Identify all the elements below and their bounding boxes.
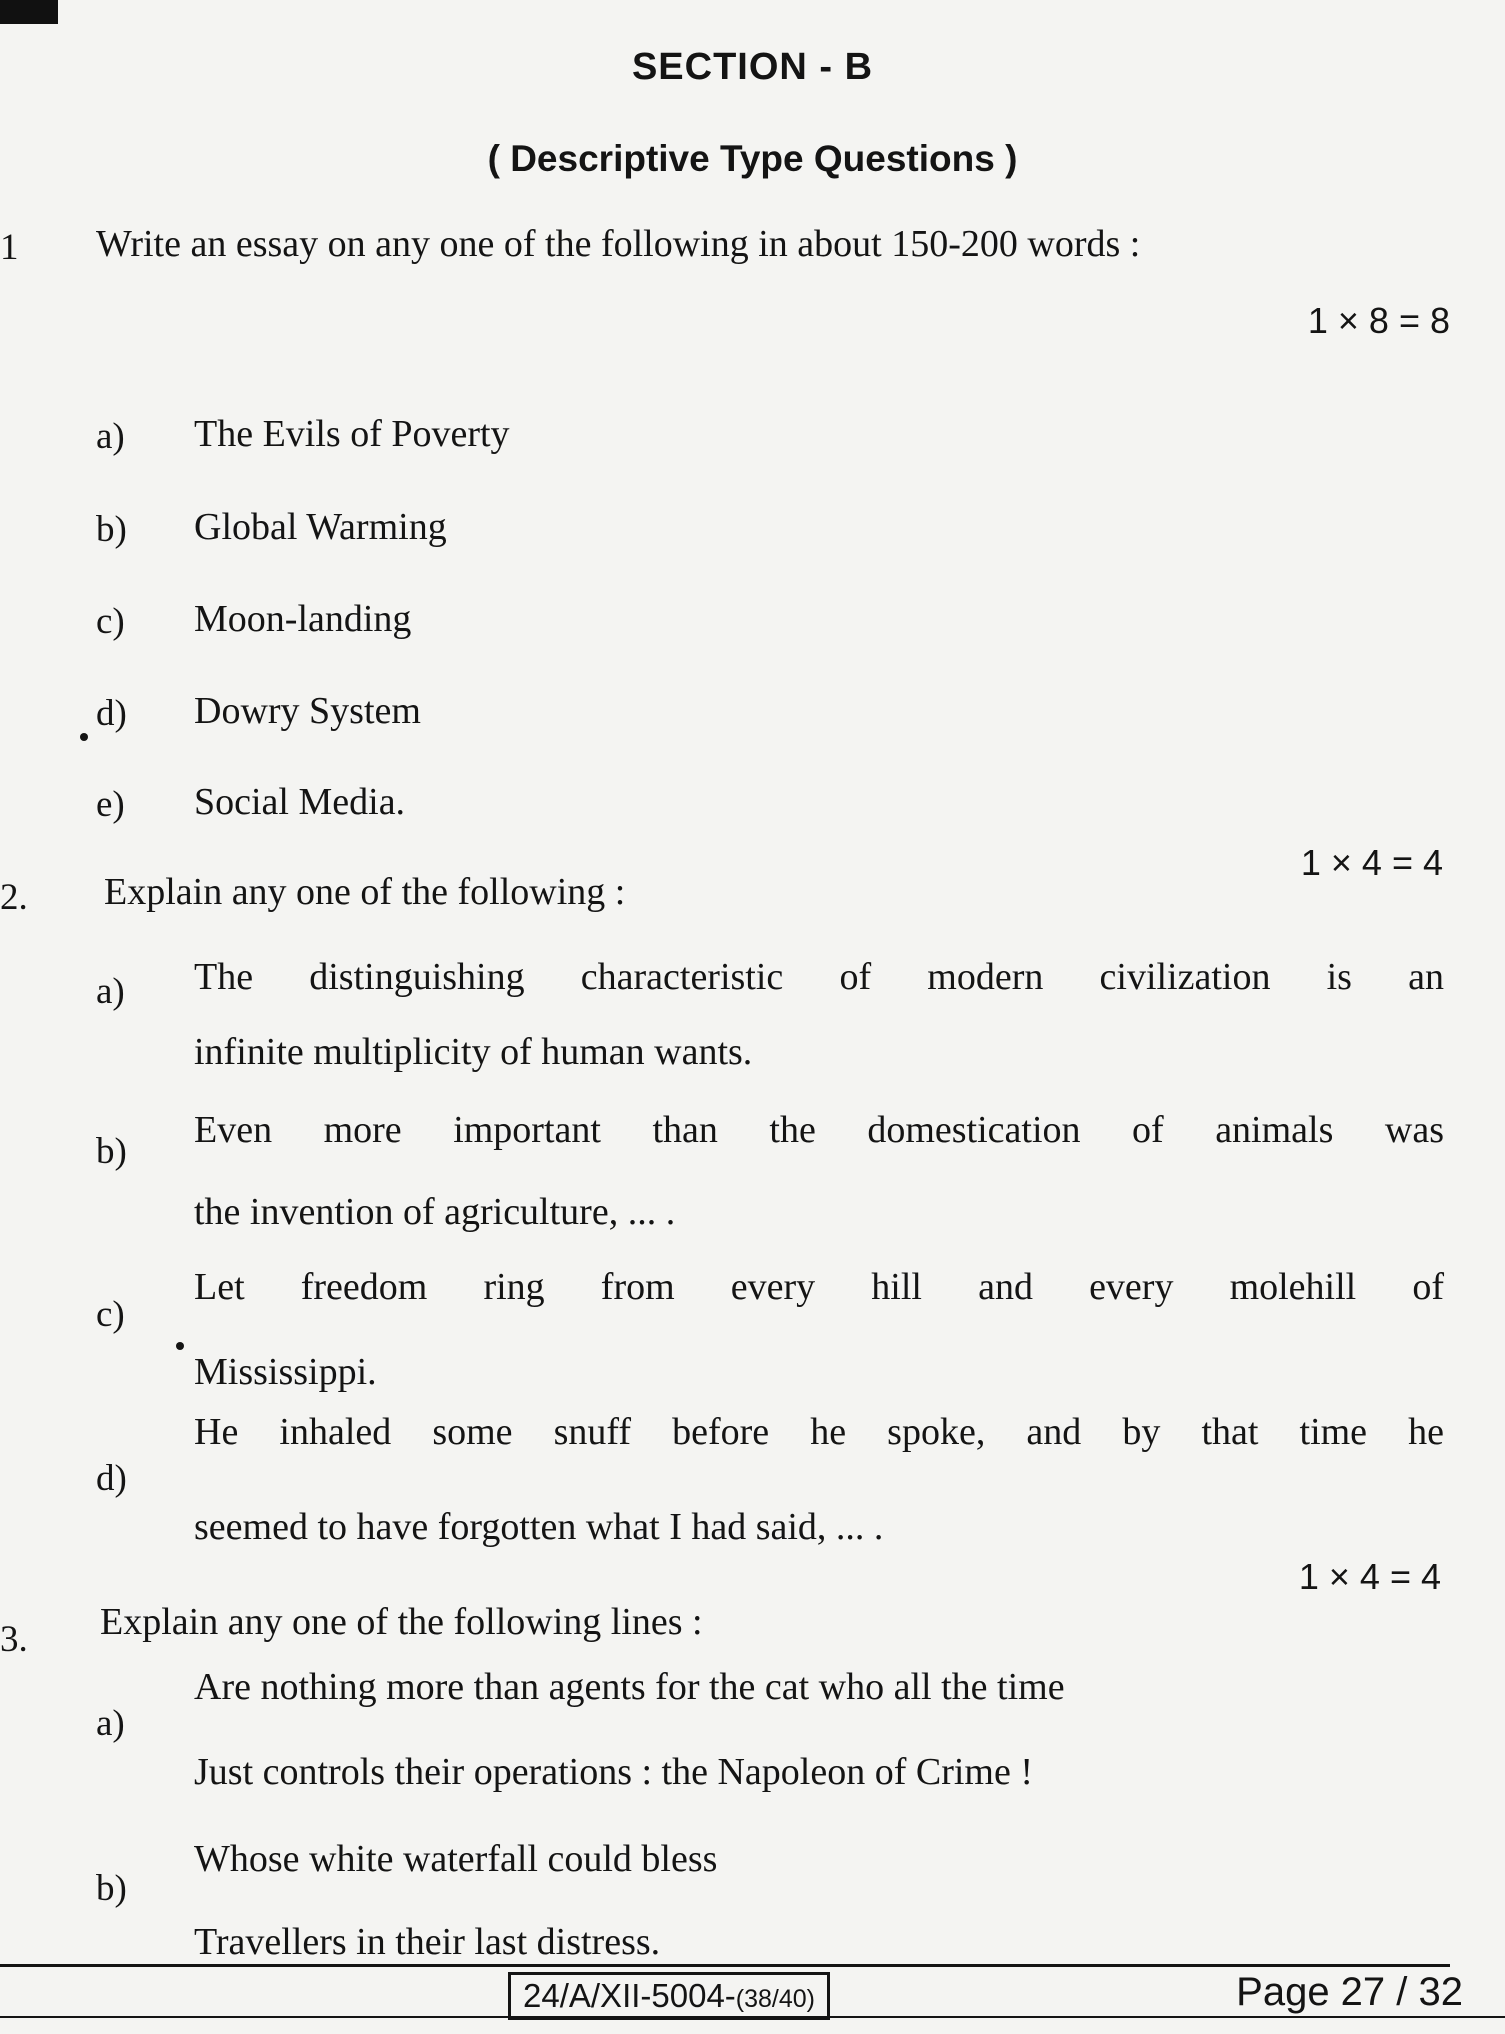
- question-2-option-a-line-2: infinite multiplicity of human wants.: [194, 1031, 753, 1073]
- question-1-option-b-text: Global Warming: [194, 506, 447, 548]
- question-1-option-c-letter: c): [96, 601, 125, 642]
- paper-code: 24/A/XII-5004-: [523, 1977, 736, 2014]
- question-1-option-e-text: Social Media.: [194, 781, 406, 823]
- question-1-option-a-text: The Evils of Poverty: [194, 413, 510, 455]
- question-2-option-a-letter: a): [96, 971, 125, 1012]
- section-title: SECTION - B: [631, 46, 874, 88]
- question-2-option-b-letter: b): [96, 1131, 127, 1172]
- question-1-option-d-text: Dowry System: [194, 690, 421, 732]
- question-1-option-d-letter: d): [96, 693, 127, 734]
- question-2-option-d-letter: d): [96, 1458, 127, 1499]
- question-1-option-c-text: Moon-landing: [194, 598, 412, 640]
- paper-code-suffix: (38/40): [735, 1985, 816, 2013]
- scan-speck: [176, 1342, 184, 1350]
- paper-code-box: [508, 1972, 830, 2020]
- question-1-marks: 1 × 8 = 8: [1307, 300, 1450, 341]
- scan-corner-mark: [0, 0, 58, 24]
- question-3-option-b-line-1: Whose white waterfall could bless: [194, 1838, 718, 1880]
- question-3-marks: 1 × 4 = 4: [1298, 1556, 1441, 1597]
- question-3-option-b-line-2: Travellers in their last distress.: [194, 1921, 661, 1963]
- question-3-option-a-line-2: Just controls their operations : the Napoleon of Crime !: [194, 1751, 1033, 1793]
- question-2-option-b-line-1: Even more important than the domestication of animals was: [194, 1109, 1444, 1151]
- question-3-option-b-letter: b): [96, 1868, 127, 1909]
- question-3-number: 3.: [0, 1619, 28, 1660]
- section-subtitle: ( Descriptive Type Questions ): [487, 138, 1018, 179]
- question-2-prompt: Explain any one of the following :: [104, 871, 626, 913]
- question-1-option-e-letter: e): [96, 784, 125, 825]
- question-2-option-d-line-1: He inhaled some snuff before he spoke, and by that time he: [194, 1411, 1444, 1453]
- question-3-option-a-letter: a): [96, 1703, 125, 1744]
- question-3-option-a-line-1: Are nothing more than agents for the cat who all the time: [194, 1666, 1065, 1708]
- question-3-prompt: Explain any one of the following lines :: [100, 1601, 703, 1643]
- footer-rule: [0, 1964, 1450, 1967]
- question-1-option-a-letter: a): [96, 416, 125, 457]
- question-2-option-a-line-1: The distinguishing characteristic of modern civilization is an: [194, 956, 1444, 998]
- question-1-number: 1: [0, 227, 19, 268]
- question-2-option-c-line-1: Let freedom ring from every hill and every molehill of: [194, 1266, 1444, 1308]
- question-2-number: 2.: [0, 877, 28, 918]
- question-2-option-c-letter: c): [96, 1294, 125, 1335]
- page-number: Page 27 / 32: [1236, 1970, 1463, 2014]
- question-2-option-d-line-2: seemed to have forgotten what I had said, ... .: [194, 1506, 884, 1548]
- question-2-option-c-line-2: Mississippi.: [194, 1351, 377, 1393]
- question-2-marks: 1 × 4 = 4: [1300, 842, 1443, 883]
- question-1-option-b-letter: b): [96, 509, 127, 550]
- question-1-prompt: Write an essay on any one of the following in about 150-200 words :: [96, 223, 1141, 265]
- scan-speck: [80, 733, 88, 741]
- question-2-option-b-line-2: the invention of agriculture, ... .: [194, 1191, 676, 1233]
